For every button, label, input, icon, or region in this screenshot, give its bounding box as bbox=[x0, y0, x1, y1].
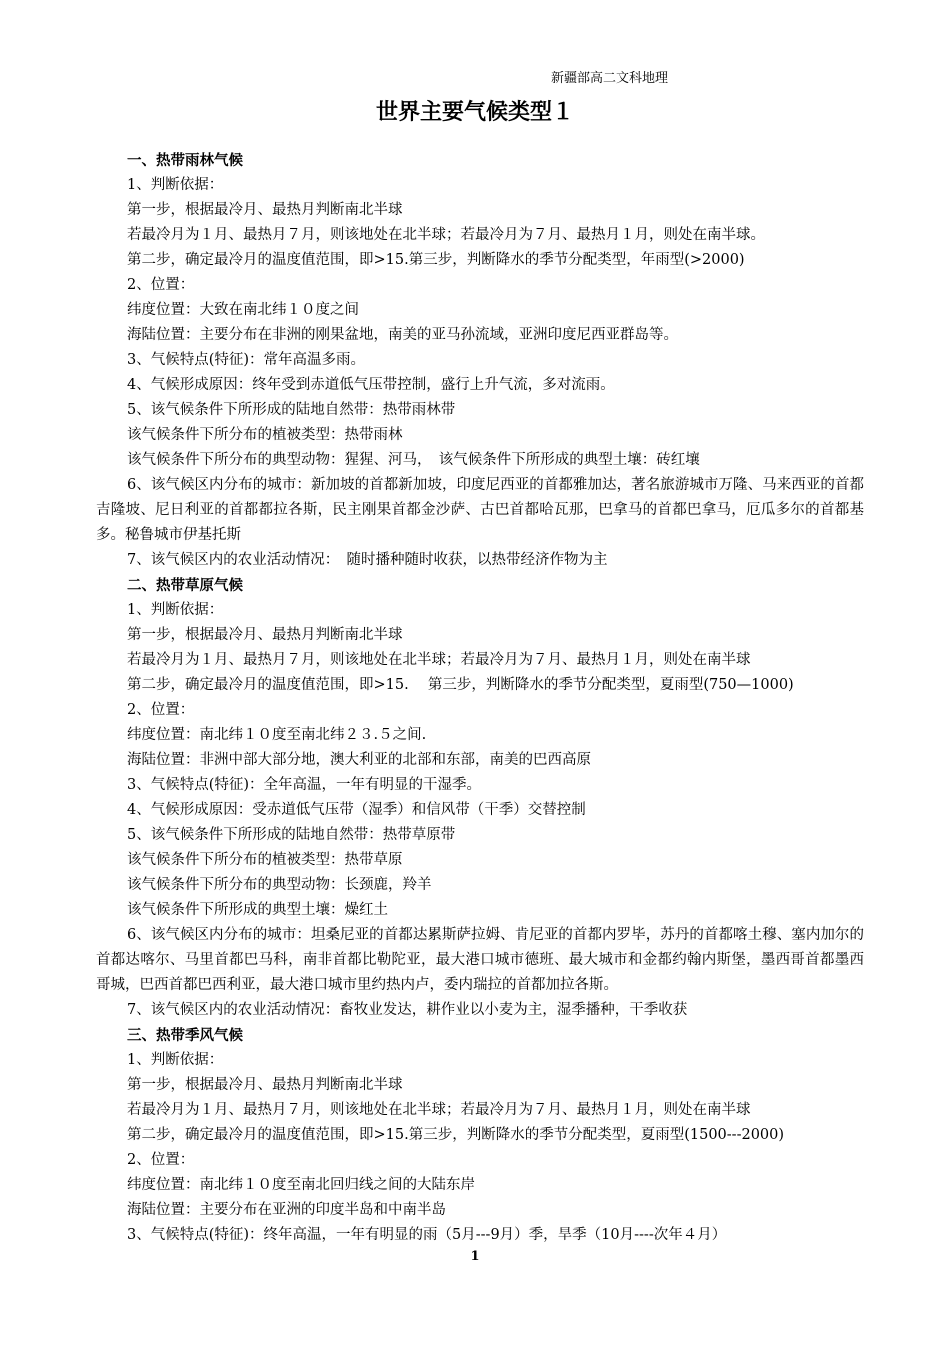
text-line: 第一步，根据最冷月、最热月判断南北半球 bbox=[127, 202, 403, 218]
text-line: 海陆位置：非洲中部大部分地，澳大利亚的北部和东部，南美的巴西高原 bbox=[127, 752, 591, 768]
text-line: 若最冷月为１月、最热月７月，则该地处在北半球；若最冷月为７月、最热月１月，则处在南半球 bbox=[127, 1102, 751, 1118]
text-line: 5、该气候条件下所形成的陆地自然带：热带雨林带 bbox=[127, 402, 456, 418]
cities-paragraph: 6、该气候区内分布的城市：新加坡的首都新加坡，印度尼西亚的首都雅加达，著名旅游城市万隆、马来西亚的首都吉隆坡、尼日利亚的首都都拉各斯，民主刚果首都金沙萨、古巴首都哈瓦那，巴拿马的首都巴拿马，厄瓜多尔的首都基多。秘鲁城市伊基托斯 bbox=[96, 477, 864, 543]
page-title: 世界主要气候类型１ bbox=[375, 99, 574, 125]
text-line: 第一步，根据最冷月、最热月判断南北半球 bbox=[127, 627, 403, 643]
text-line: 1、判断依据： bbox=[127, 1052, 224, 1068]
text-line: 2、位置： bbox=[127, 1152, 195, 1168]
text-line: 海陆位置：主要分布在亚洲的印度半岛和中南半岛 bbox=[127, 1202, 446, 1218]
text-line: 7、该气候区内的农业活动情况：畜牧业发达，耕作业以小麦为主，湿季播种，干季收获 bbox=[127, 1002, 688, 1018]
text-line: 若最冷月为１月、最热月７月，则该地处在北半球；若最冷月为７月、最热月１月，则处在南半球。 bbox=[127, 227, 765, 243]
text-line: 海陆位置：主要分布在非洲的刚果盆地，南美的亚马孙流域，亚洲印度尼西亚群岛等。 bbox=[127, 327, 678, 343]
text-line: 5、该气候条件下所形成的陆地自然带：热带草原带 bbox=[127, 827, 456, 843]
text-line: 7、该气候区内的农业活动情况： 随时播种随时收获，以热带经济作物为主 bbox=[127, 552, 608, 568]
section-heading: 一、热带雨林气候 bbox=[127, 152, 243, 169]
text-line: 4、气候形成原因：受赤道低气压带（湿季）和信风带（干季）交替控制 bbox=[127, 802, 586, 818]
page-number: 1 bbox=[470, 1249, 480, 1264]
text-line: 4、气候形成原因：终年受到赤道低气压带控制，盛行上升气流，多对流雨。 bbox=[127, 377, 615, 393]
text-line: 2、位置： bbox=[127, 702, 195, 718]
text-line: 3、气候特点(特征)：终年高温，一年有明显的雨（5月---9月）季，旱季（10月----次年４月） bbox=[127, 1227, 727, 1243]
text-line: 1、判断依据： bbox=[127, 602, 224, 618]
text-line: 若最冷月为１月、最热月７月，则该地处在北半球；若最冷月为７月、最热月１月，则处在南半球 bbox=[127, 652, 751, 668]
section-heading: 二、热带草原气候 bbox=[127, 577, 243, 594]
section-heading: 三、热带季风气候 bbox=[127, 1027, 243, 1044]
text-line: 该气候条件下所分布的典型动物：长颈鹿，羚羊 bbox=[127, 877, 432, 893]
text-line: 该气候条件下所分布的植被类型：热带草原 bbox=[127, 852, 403, 868]
text-line: 1、判断依据： bbox=[127, 177, 224, 193]
cities-paragraph: 6、该气候区内分布的城市：坦桑尼亚的首都达累斯萨拉姆、肯尼亚的首都内罗毕，苏丹的首都喀土穆、塞内加尔的首都达喀尔、马里首都巴马科，南非首都比勒陀亚，最大港口城市德班、最大城市和金都约翰内斯堡，墨西哥首都墨西哥城，巴西首都巴西利亚，最大港口城市里约热内卢，委内瑞拉的首都加拉各斯。 bbox=[96, 927, 864, 993]
text-line: 该气候条件下所分布的典型动物：猩猩、河马， 该气候条件下所形成的典型土壤：砖红壤 bbox=[127, 452, 700, 468]
text-line: 第二步，确定最冷月的温度值范围，即>15.第三步，判断降水的季节分配类型，夏雨型(1500---2000) bbox=[127, 1127, 785, 1143]
text-line: 3、气候特点(特征)：常年高温多雨。 bbox=[127, 352, 366, 368]
text-line: 第一步，根据最冷月、最热月判断南北半球 bbox=[127, 1077, 403, 1093]
text-line: 纬度位置：南北纬１０度至南北回归线之间的大陆东岸 bbox=[127, 1177, 475, 1193]
text-line: 2、位置： bbox=[127, 277, 195, 293]
text-line: 纬度位置：大致在南北纬１０度之间 bbox=[127, 302, 359, 318]
header-note: 新疆部高二文科地理 bbox=[551, 71, 669, 86]
text-line: 该气候条件下所分布的植被类型：热带雨林 bbox=[127, 427, 403, 443]
text-line: 第二步，确定最冷月的温度值范围，即>15.第三步，判断降水的季节分配类型，年雨型(>2000) bbox=[127, 252, 745, 268]
text-line: 纬度位置：南北纬１０度至南北纬２３.５之间. bbox=[127, 727, 427, 743]
text-line: 第二步，确定最冷月的温度值范围，即>15. 第三步，判断降水的季节分配类型，夏雨型(750—1000) bbox=[127, 677, 794, 693]
document-body bbox=[96, 148, 864, 1248]
text-line: 3、气候特点(特征)：全年高温，一年有明显的干湿季。 bbox=[127, 777, 482, 793]
text-line: 该气候条件下所形成的典型土壤：燥红土 bbox=[127, 902, 388, 918]
